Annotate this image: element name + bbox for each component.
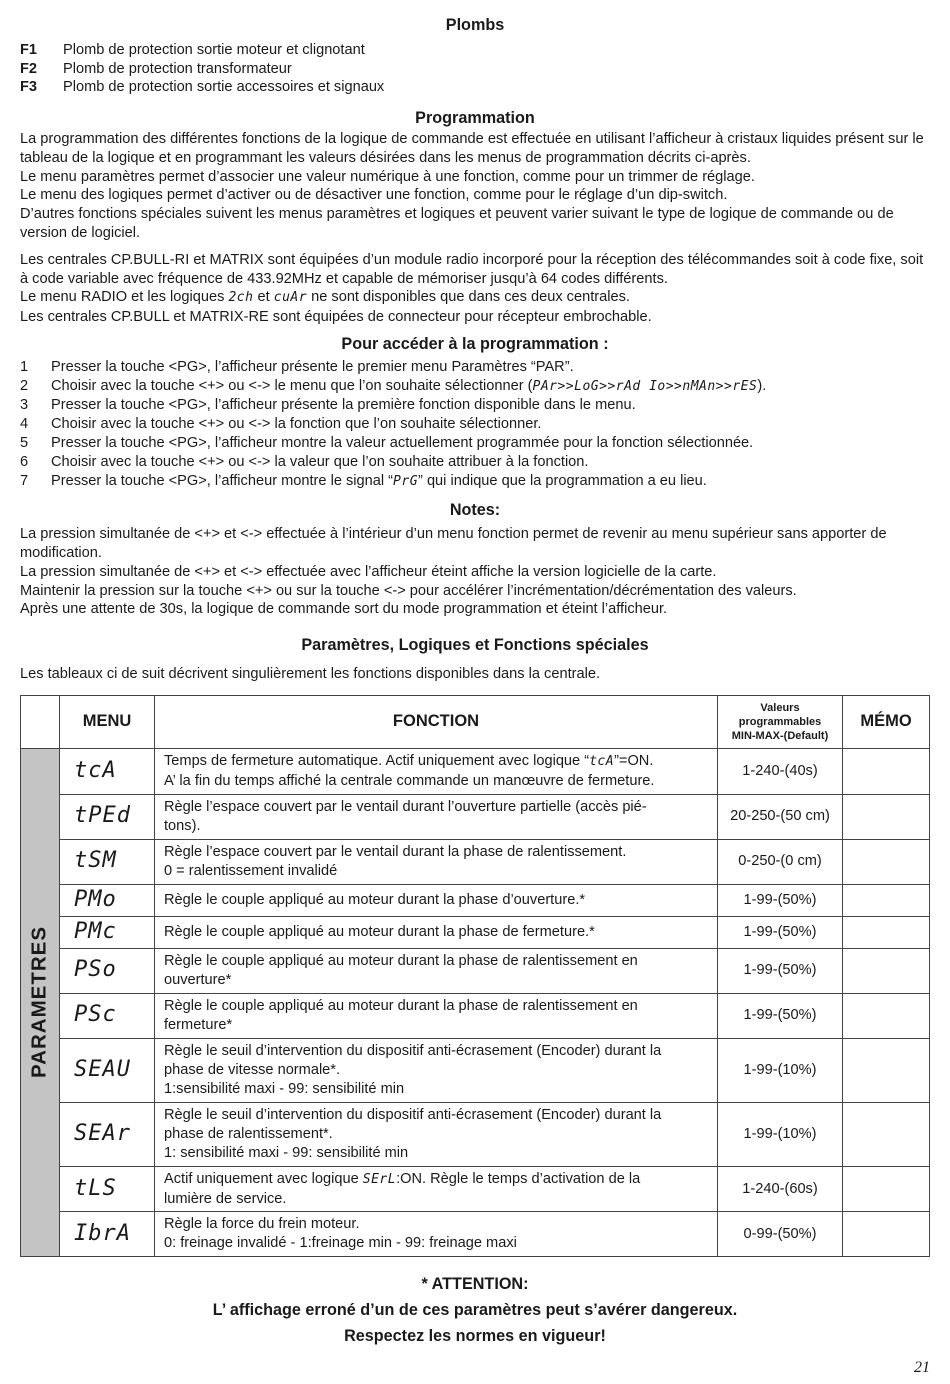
paragraph-line: Le menu des logiques permet d’activer ou de désactiver une fonction, comme pour le réglage d’un dip-switch. (20, 187, 728, 204)
memo-cell (843, 1212, 930, 1257)
display-code: SErL (362, 1171, 397, 1187)
table-row (21, 839, 930, 884)
description-line: Règle l’espace couvert par le ventail durant la phase de ralentissement. (164, 843, 627, 860)
attention-warning: L’ affichage erroné d’un de ces paramètres peut s’avérer dangereux. (212, 1300, 738, 1319)
step-item (20, 472, 930, 492)
table-row (21, 794, 930, 839)
memo-cell (843, 839, 930, 884)
paragraph-line: Maintenir la pression sur la touche <+> ou sur la touche <-> pour accélérer l’incrémentation/décrémentation des valeurs. (20, 582, 797, 599)
programmation-title: Programmation (415, 109, 535, 128)
function-description (155, 948, 718, 993)
function-description (155, 1102, 718, 1166)
function-description (155, 1212, 718, 1257)
step-number: 6 (20, 453, 29, 470)
description-line: phase de ralentissement*. (164, 1125, 333, 1142)
menu-header: MENU (60, 695, 155, 748)
menu-code: tPEd (60, 794, 155, 839)
menu-code: tSM (60, 839, 155, 884)
description-text: :ON. Règle le temps d’activation de la (396, 1170, 641, 1187)
table-row (21, 1038, 930, 1102)
attention-block (20, 1271, 930, 1349)
description-line: 1: sensibilité maxi - 99: sensibilité min (164, 1144, 409, 1161)
function-description (155, 748, 718, 794)
value-range: 1-99-(50%) (718, 916, 843, 948)
fonction-header: FONCTION (155, 695, 718, 748)
value-range: 0-250-(0 cm) (718, 839, 843, 884)
paragraph-line: La pression simultanée de <+> et <-> effectuée à l’intérieur d’un menu fonction permet de revenir au menu supérieur sans apporter de modification. (20, 526, 887, 561)
fuse-list (20, 41, 930, 97)
step-text: Presser la touche <PG>, l’afficheur montre le signal “ (51, 472, 394, 489)
attention-title: * ATTENTION: (421, 1274, 529, 1293)
paragraph-line: Le menu paramètres permet d’associer une valeur numérique à une fonction, comme pour un trimmer de réglage. (20, 168, 755, 185)
parameters-table (20, 695, 930, 1257)
table-header-row (21, 695, 930, 748)
menu-code: SEAU (60, 1038, 155, 1102)
memo-cell (843, 916, 930, 948)
values-header-line: programmables (738, 715, 822, 728)
values-header-line: MIN-MAX-(Default) (731, 729, 829, 742)
paragraph-line: Après une attente de 30s, la logique de commande sort du mode programmation et éteint l’afficheur. (20, 601, 668, 618)
step-number: 3 (20, 397, 29, 414)
value-range: 1-99-(10%) (718, 1038, 843, 1102)
table-row (21, 1212, 930, 1257)
paragraph-line: La pression simultanée de <+> et <-> effectuée avec l’afficheur éteint affiche la version logicielle de la carte. (20, 563, 717, 580)
function-description (155, 1038, 718, 1102)
step-item (20, 358, 930, 377)
description-line: 0: freinage invalidé - 1:freinage min - 99: freinage maxi (164, 1235, 517, 1252)
side-label: PARAMETRES (27, 926, 51, 1079)
menu-code: PSc (60, 993, 155, 1038)
step-text: Choisir avec la touche <+> ou <-> la fonction que l’on souhaite sélectionner. (51, 416, 542, 433)
step-text: Presser la touche <PG>, l’afficheur montre la valeur actuellement programmée pour la fonction sélectionnée. (51, 434, 754, 451)
description-line: fermeture* (164, 1016, 233, 1033)
menu-code: PMc (60, 916, 155, 948)
description-line: Règle la force du frein moteur. (164, 1216, 360, 1233)
attention-note: Respectez les normes en vigueur! (344, 1326, 606, 1345)
table-row (21, 948, 930, 993)
menu-code: IbrA (60, 1212, 155, 1257)
programmation-paragraph (20, 130, 930, 243)
fuse-item (20, 60, 930, 79)
memo-cell (843, 794, 930, 839)
memo-cell (843, 884, 930, 916)
table-corner (21, 695, 60, 748)
params-section-title: Paramètres, Logiques et Fonctions spéciales (301, 636, 649, 655)
function-description (155, 993, 718, 1038)
function-description (155, 794, 718, 839)
table-row (21, 1166, 930, 1212)
description-line: ouverture* (164, 971, 232, 988)
paragraph-line: Les centrales CP.BULL-RI et MATRIX sont équipées d’un module radio incorporé pour la réception des télécommandes soit à code fixe, soit à code variable avec fréquence de 433.92MHz et capable de mémoriser jusqu’à 64 codes différents. (20, 251, 924, 287)
step-text: Presser la touche <PG>, l’afficheur présente le premier menu Paramètres “PAR”. (51, 358, 574, 375)
page-content (20, 16, 930, 1349)
fuse-item (20, 78, 930, 97)
step-number: 1 (20, 358, 29, 375)
step-item (20, 377, 930, 397)
display-code: 2ch (228, 290, 254, 306)
notes-paragraph (20, 525, 930, 619)
table-row (21, 1102, 930, 1166)
step-text: Choisir avec la touche <+> ou <-> le menu que l’on souhaite sélectionner ( (51, 377, 533, 394)
description-line: Règle le seuil d’intervention du dispositif anti-écrasement (Encoder) durant la (164, 1043, 662, 1059)
step-number: 4 (20, 416, 29, 433)
description-line: Règle le couple appliqué au moteur durant la phase de ralentissement en (164, 952, 638, 969)
description-line: 1:sensibilité maxi - 99: sensibilité min (164, 1080, 405, 1097)
menu-code: tcA (60, 748, 155, 794)
table-row (21, 993, 930, 1038)
step-item (20, 415, 930, 434)
radio-text-b: et (253, 289, 274, 306)
value-range: 1-99-(50%) (718, 993, 843, 1038)
description-line: A’ la fin du temps affiché la centrale commande un manœuvre de fermeture. (164, 772, 655, 789)
params-intro: Les tableaux ci de suit décrivent singulièrement les fonctions disponibles dans la centrale. (20, 665, 601, 682)
step-item (20, 434, 930, 453)
fuse-text: Plomb de protection sortie accessoires et signaux (63, 79, 385, 96)
table-row (21, 748, 930, 794)
description-line: phase de vitesse normale*. (164, 1061, 341, 1078)
fuse-text: Plomb de protection transformateur (63, 60, 292, 77)
description-line: Règle le seuil d’intervention du dispositif anti-écrasement (Encoder) durant la (164, 1107, 662, 1123)
display-code: PrG (393, 473, 419, 489)
description-text: Temps de fermeture automatique. Actif uniquement avec logique “ (164, 752, 590, 769)
value-range: 1-240-(40s) (718, 748, 843, 794)
menu-code: tLS (60, 1166, 155, 1212)
fuse-code: F2 (20, 60, 38, 77)
value-range: 1-99-(50%) (718, 884, 843, 916)
description-line: Règle le couple appliqué au moteur durant la phase de ralentissement en (164, 997, 638, 1014)
plombs-title: Plombs (445, 16, 505, 34)
fuse-text: Plomb de protection sortie moteur et clignotant (63, 41, 365, 58)
step-text: ). (757, 377, 767, 394)
radio-text-c: ne sont disponibles que dans ces deux centrales. (307, 289, 630, 306)
paragraph-line (20, 288, 930, 308)
step-text: Choisir avec la touche <+> ou <-> la valeur que l’on souhaite attribuer à la fonction. (51, 453, 589, 470)
menu-code: PMo (60, 884, 155, 916)
description-text: Actif uniquement avec logique (164, 1170, 363, 1187)
side-label-cell (21, 748, 60, 1256)
radio-paragraph (20, 251, 930, 327)
value-range: 1-99-(50%) (718, 948, 843, 993)
step-item (20, 396, 930, 415)
radio-text-a: Le menu RADIO et les logiques (20, 289, 229, 306)
step-number: 5 (20, 434, 29, 451)
display-code: PAr>>LoG>>rAd Io>>nMAn>>rES (532, 378, 758, 394)
function-description (155, 916, 718, 948)
memo-cell (843, 993, 930, 1038)
menu-code: PSo (60, 948, 155, 993)
function-description (155, 839, 718, 884)
fuse-item (20, 41, 930, 60)
memo-cell (843, 948, 930, 993)
step-number: 2 (20, 377, 29, 394)
step-number: 7 (20, 472, 29, 489)
memo-cell (843, 1038, 930, 1102)
values-header (718, 695, 843, 748)
step-list (20, 358, 930, 492)
fuse-code: F3 (20, 79, 38, 96)
value-range: 0-99-(50%) (718, 1212, 843, 1257)
fuse-code: F1 (20, 41, 38, 58)
value-range: 20-250-(50 cm) (718, 794, 843, 839)
value-range: 1-99-(10%) (718, 1102, 843, 1166)
function-description (155, 1166, 718, 1212)
memo-cell (843, 748, 930, 794)
description-line: Règle l’espace couvert par le ventail durant l’ouverture partielle (accès pié- (164, 798, 647, 815)
description-text: ”=ON. (614, 752, 654, 769)
notes-title: Notes: (449, 501, 501, 520)
value-range: 1-240-(60s) (718, 1166, 843, 1212)
acces-title: Pour accéder à la programmation : (341, 334, 609, 353)
paragraph-line: La programmation des différentes fonctions de la logique de commande est effectuée en utilisant l’afficheur à cristaux liquides présent sur le tableau de la logique et en programmant les valeurs désirées dans les menus de programmation décrits ci-après. (20, 130, 924, 166)
display-code: cuAr (273, 290, 308, 306)
step-text: Presser la touche <PG>, l’afficheur présente la première fonction disponible dans le menu. (51, 397, 636, 414)
page-number: 21 (914, 1359, 930, 1377)
memo-cell (843, 1102, 930, 1166)
description-line: tons). (164, 817, 201, 834)
display-code: tcA (589, 753, 615, 769)
description-line: 0 = ralentissement invalidé (164, 862, 338, 879)
function-description (155, 884, 718, 916)
paragraph-line: Les centrales CP.BULL et MATRIX-RE sont équipées de connecteur pour récepteur embrochable. (20, 309, 652, 326)
menu-code: SEAr (60, 1102, 155, 1166)
paragraph-line: D’autres fonctions spéciales suivent les menus paramètres et logiques et peuvent varier suivant le type de logique de commande ou de version de logiciel. (20, 206, 894, 241)
memo-cell (843, 1166, 930, 1212)
values-header-line: Valeurs (760, 701, 800, 714)
step-item (20, 453, 930, 472)
table-row (21, 884, 930, 916)
description-line: Règle le couple appliqué au moteur durant la phase d’ouverture.* (164, 891, 586, 908)
step-text: ” qui indique que la programmation a eu lieu. (418, 472, 707, 489)
memo-header: MÉMO (843, 695, 930, 748)
description-line: lumière de service. (164, 1190, 287, 1207)
table-row (21, 916, 930, 948)
description-line: Règle le couple appliqué au moteur durant la phase de fermeture.* (164, 923, 595, 940)
